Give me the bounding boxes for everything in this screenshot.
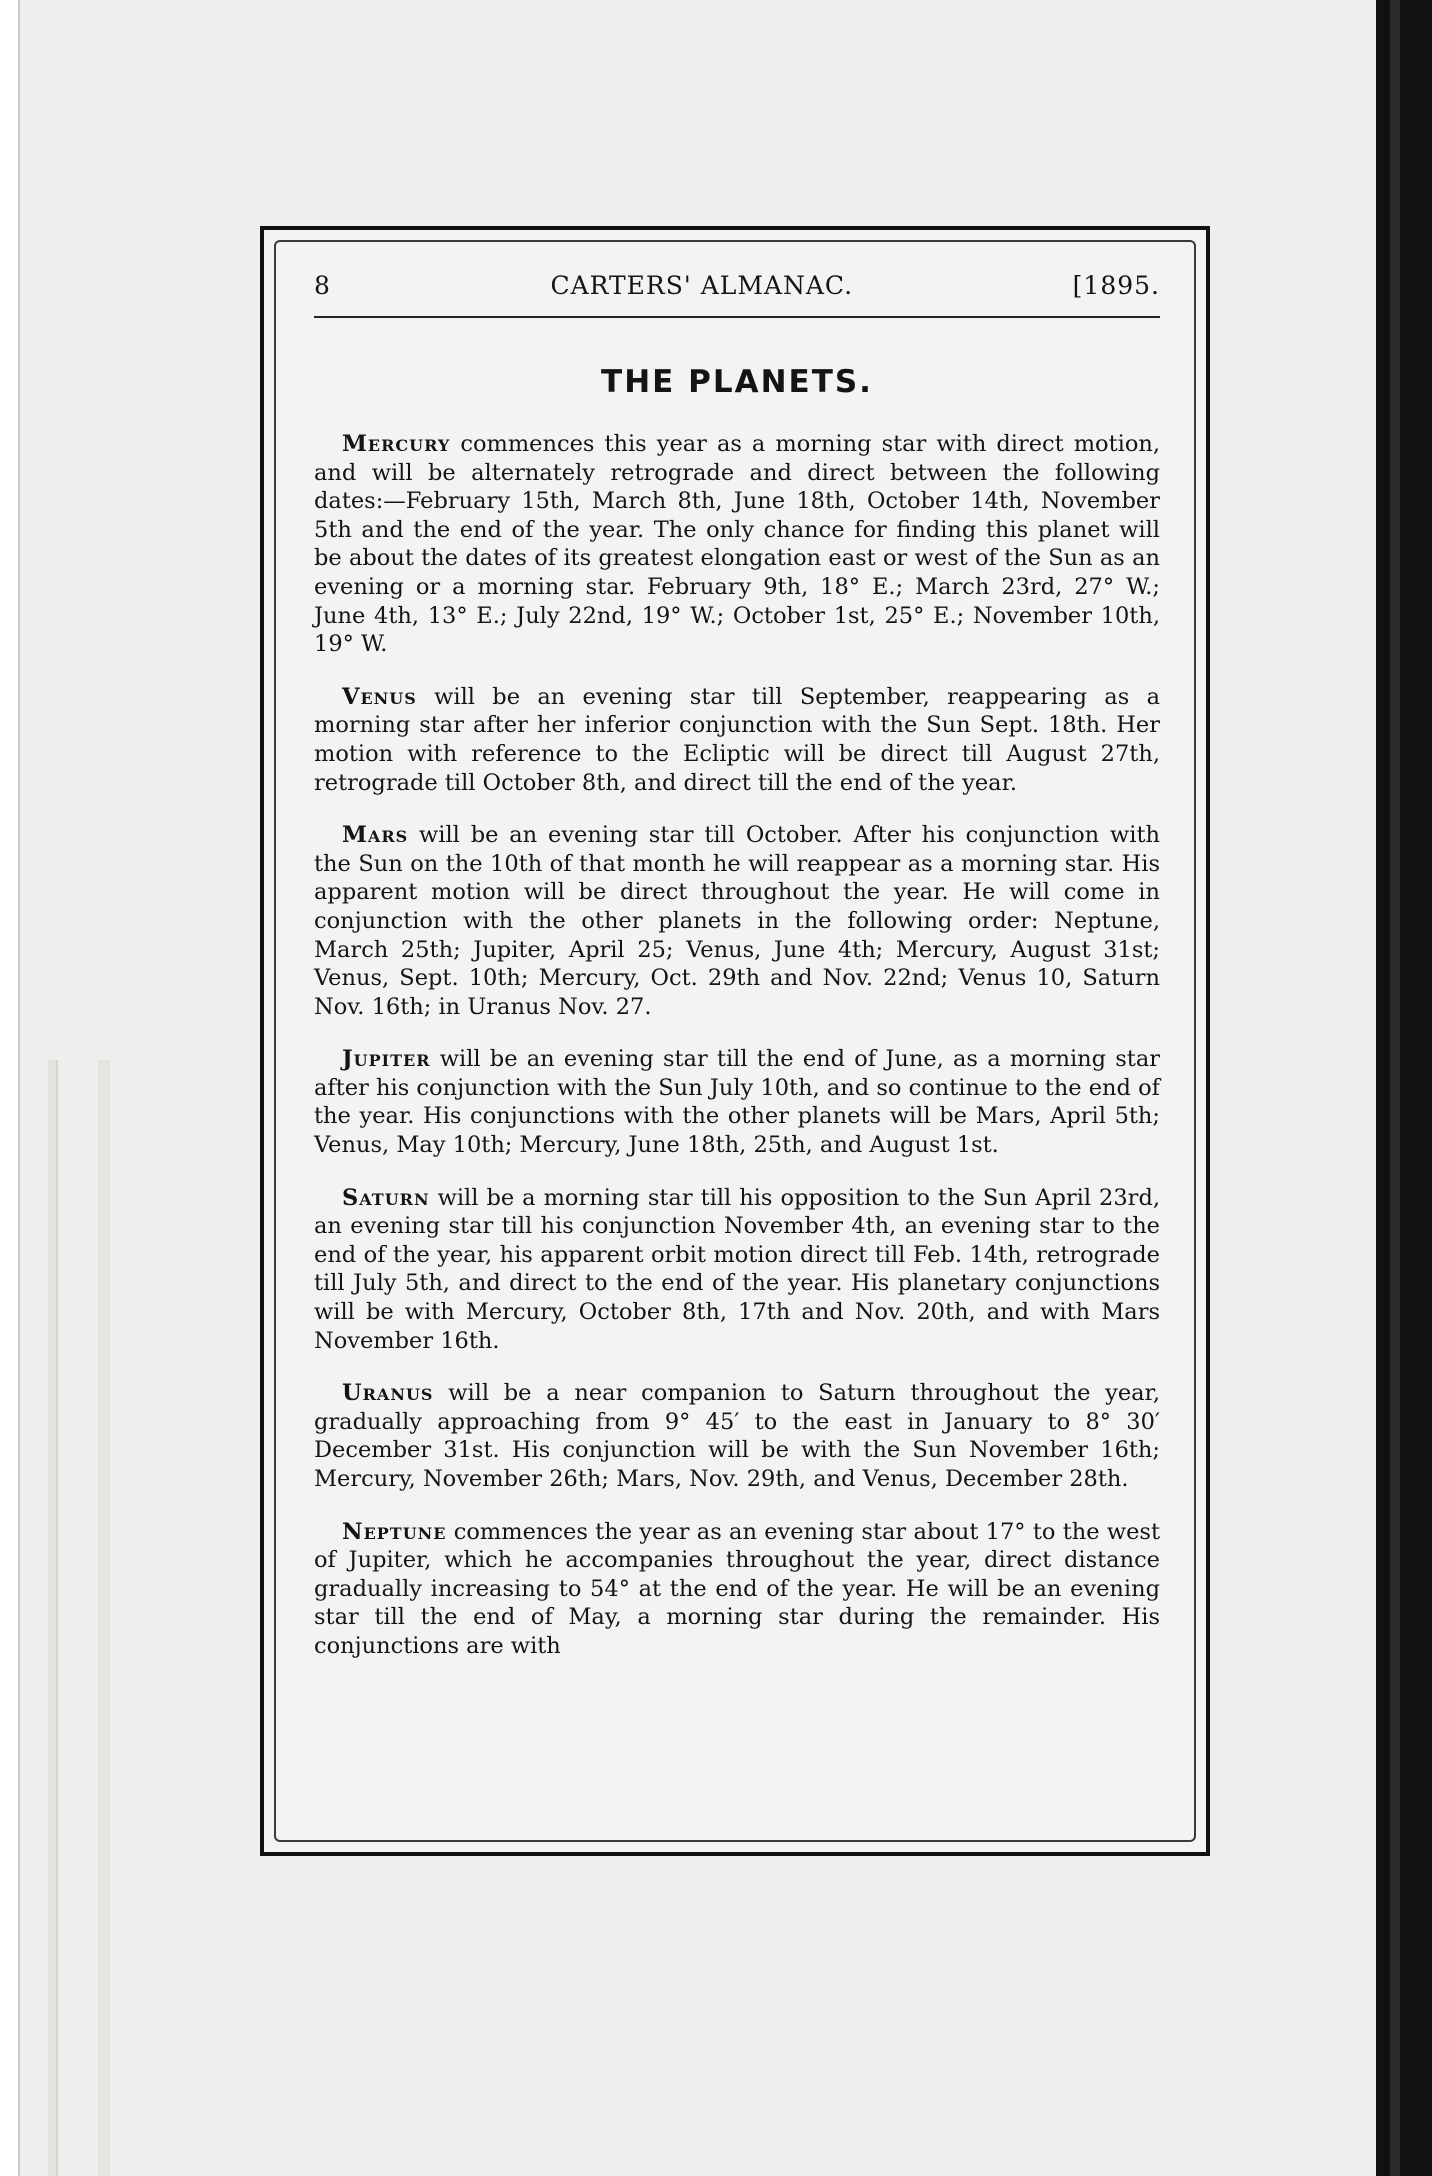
planet-name: Neptune — [342, 1518, 447, 1545]
planet-name: Saturn — [342, 1184, 430, 1211]
page-content — [314, 264, 1160, 1822]
paragraph-text: commences the year as an evening star about 17° to the west of Jupiter, which he accompanies throughout the year, direct distance gradually increasing to 54° at the end of the year. He will be an evening star till the end of May, a morning star during the remainder. His conjunctions are with — [314, 1518, 1160, 1659]
paragraph-mars — [314, 821, 1160, 1021]
paragraph-venus — [314, 683, 1160, 797]
text-frame — [260, 226, 1210, 1856]
book-binding — [1376, 0, 1432, 2176]
planet-name: Mercury — [342, 431, 451, 457]
planet-name: Uranus — [342, 1380, 434, 1407]
paragraph-neptune — [314, 1518, 1160, 1661]
paragraph-text: commences this year as a morning star with direct motion, and will be alternately retrograde and direct between the following dates:—February 15th, March 8th, June 18th, October 14th, November 5th and the end of the year. The only chance for finding this planet will be about the dates of its greatest elongation east or west of the Sun as an evening or a morning star. February 9th, 18° E.; March 23rd, 27° W.; June 4th, 13° E.; July 22nd, 19° W.; October 1st, 25° E.; November 10th, 19° W. — [314, 431, 1161, 658]
paragraph-text: will be a morning star till his opposition to the Sun April 23rd, an evening star till his conjunction November 4th, an evening star to the end of the year, his apparent orbit motion direct till Feb. 14th, retrograde till July 5th, and direct to the end of the year. His planetary conjunctions will be with Mercury, October 8th, 17th and Nov. 20th, and with Mars November 16th. — [314, 1184, 1160, 1354]
planet-name: Mars — [342, 822, 409, 849]
page-edges — [56, 1060, 98, 2176]
head-rule — [314, 316, 1160, 318]
page-number: 8 — [314, 271, 331, 300]
paragraph-text: will be an evening star till the end of June, as a morning star after his conjunction with the Sun July 10th, and so continue to the end of the year. His conjunctions with the other planets will be Mars, April 5th; Venus, May 10th; Mercury, June 18th, 25th, and August 1st. — [314, 1046, 1161, 1159]
binding-shadow — [1390, 0, 1400, 2176]
running-head — [314, 264, 1160, 308]
paragraph-text: will be an evening star till September, reappearing as a morning star after her inferior conjunction with the Sun Sept. 18th. Her motion with reference to the Ecliptic will be direct till August 27th, retrograde till October 8th, and direct till the end of the year. — [314, 683, 1161, 796]
paragraph-jupiter — [314, 1045, 1160, 1159]
paragraph-saturn — [314, 1184, 1160, 1356]
book-page — [18, 0, 1378, 2176]
paragraph-text: will be a near companion to Saturn throughout the year, gradually approaching from 9° 45′ to the east in January to 8° 30′ December 31st. His conjunction will be with the Sun November 16th; Mercury, November 26th; Mars, Nov. 29th, and Venus, December 28th. — [314, 1380, 1160, 1492]
section-title: THE PLANETS. — [601, 364, 873, 400]
planet-name: Venus — [342, 683, 417, 710]
running-year: [1895. — [1072, 271, 1160, 300]
paragraph-text: will be an evening star till October. After his conjunction with the Sun on the 10th of that month he will reappear as a morning star. His apparent motion will be direct throughout the year. He will come in conjunction with the other planets in the following order: Neptune, March 25th; Jupiter, April 25; Venus, June 4th; Mercury, August 31st; Venus, Sept. 10th; Mercury, Oct. 29th and Nov. 22nd; Venus 10, Saturn Nov. 16th; in Uranus Nov. 27. — [314, 822, 1160, 1020]
paragraph-uranus — [314, 1379, 1160, 1493]
running-title: CARTERS' ALMANAC. — [550, 271, 854, 300]
paragraph-mercury — [314, 430, 1160, 659]
planet-name: Jupiter — [342, 1046, 431, 1073]
